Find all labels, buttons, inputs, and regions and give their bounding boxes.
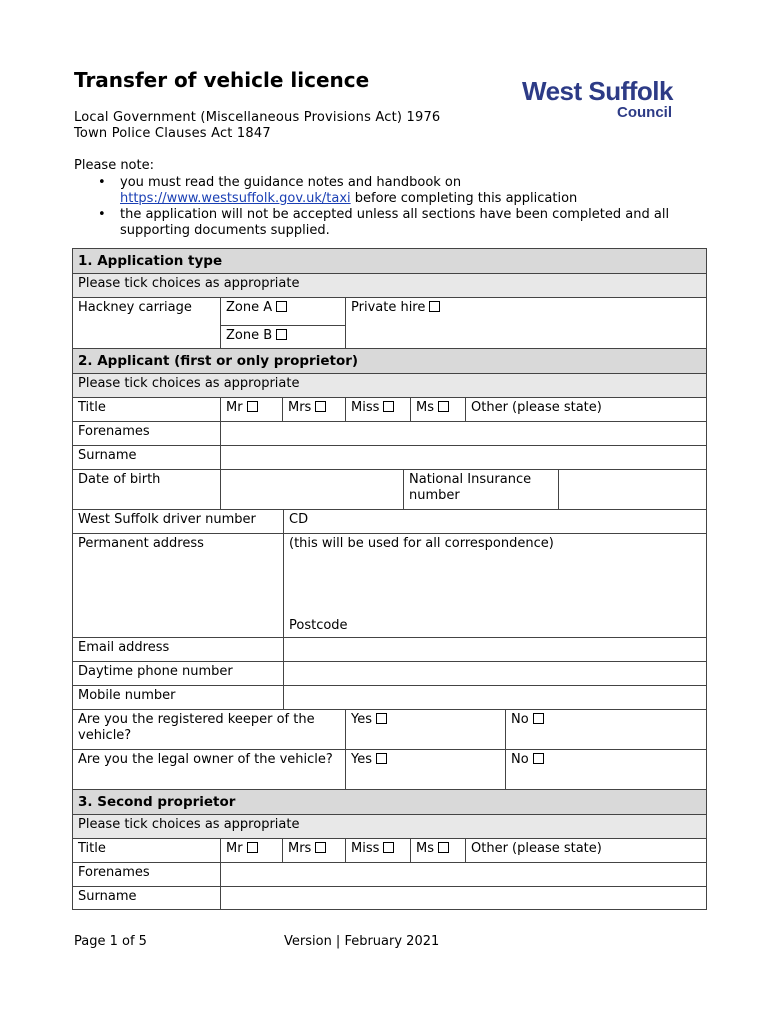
hackney-label: Hackney carriage bbox=[72, 297, 221, 349]
title-mrs-option[interactable] bbox=[282, 397, 346, 422]
note-text: you must read the guidance notes and handbook on bbox=[120, 175, 462, 190]
daytime-phone-label: Daytime phone number bbox=[72, 661, 284, 686]
owner-no-checkbox[interactable] bbox=[533, 753, 544, 764]
miss-label: Miss bbox=[351, 841, 380, 856]
keeper-yes-checkbox[interactable] bbox=[376, 713, 387, 724]
zone-a-option[interactable] bbox=[220, 297, 346, 326]
page-title: Transfer of vehicle licence bbox=[74, 68, 370, 92]
note-item bbox=[74, 175, 694, 207]
council-logo bbox=[522, 76, 682, 126]
keeper-no-option[interactable] bbox=[505, 709, 707, 750]
mrs-checkbox[interactable] bbox=[315, 401, 326, 412]
notes-list bbox=[74, 175, 694, 239]
ni-label: National Insurance number bbox=[403, 469, 559, 510]
yes-label: Yes bbox=[351, 752, 372, 767]
section-3-heading: 3. Second proprietor bbox=[72, 789, 707, 815]
zone-b-label: Zone B bbox=[226, 328, 273, 343]
yes-label: Yes bbox=[351, 712, 372, 727]
title-other-field[interactable]: Other (please state) bbox=[465, 397, 707, 422]
owner-no-option[interactable] bbox=[505, 749, 707, 790]
legislation-block bbox=[74, 110, 440, 142]
owner-question: Are you the legal owner of the vehicle? bbox=[72, 749, 346, 790]
private-hire-option[interactable] bbox=[345, 297, 707, 349]
title-label-2: Title bbox=[72, 838, 221, 863]
owner-yes-option[interactable] bbox=[345, 749, 506, 790]
note-text-post: before completing this application bbox=[350, 191, 578, 206]
mrs-label: Mrs bbox=[288, 841, 312, 856]
no-label: No bbox=[511, 752, 529, 767]
miss-checkbox[interactable] bbox=[383, 401, 394, 412]
ms-label: Ms bbox=[416, 841, 434, 856]
version-label: Version | February 2021 bbox=[284, 934, 440, 949]
forenames-field[interactable] bbox=[220, 421, 707, 446]
private-hire-checkbox[interactable] bbox=[429, 301, 440, 312]
title-other-field-2[interactable]: Other (please state) bbox=[465, 838, 707, 863]
dob-field[interactable] bbox=[220, 469, 404, 510]
surname-field-2[interactable] bbox=[220, 886, 707, 910]
page-number: Page 1 of 5 bbox=[74, 934, 147, 949]
section-1-instruction: Please tick choices as appropriate bbox=[72, 273, 707, 298]
zone-a-label: Zone A bbox=[226, 300, 273, 315]
surname-label: Surname bbox=[72, 445, 221, 470]
mrs-label: Mrs bbox=[288, 400, 312, 415]
logo-sub-text: Council bbox=[617, 104, 672, 121]
title-miss-option-2[interactable] bbox=[345, 838, 411, 863]
title-ms-option-2[interactable] bbox=[410, 838, 466, 863]
email-field[interactable] bbox=[283, 637, 707, 662]
private-hire-label: Private hire bbox=[351, 300, 426, 315]
section-1-heading: 1. Application type bbox=[72, 248, 707, 274]
zone-a-checkbox[interactable] bbox=[276, 301, 287, 312]
section-3-instruction: Please tick choices as appropriate bbox=[72, 814, 707, 839]
driver-number-label: West Suffolk driver number bbox=[72, 509, 284, 534]
logo-main-text: West Suffolk bbox=[522, 76, 673, 106]
email-label: Email address bbox=[72, 637, 284, 662]
ms-checkbox[interactable] bbox=[438, 401, 449, 412]
mr-label: Mr bbox=[226, 400, 243, 415]
mr-label: Mr bbox=[226, 841, 243, 856]
title-mrs-option-2[interactable] bbox=[282, 838, 346, 863]
keeper-question: Are you the registered keeper of the vehicle? bbox=[72, 709, 346, 750]
notes-heading: Please note: bbox=[74, 158, 154, 173]
zone-b-option[interactable] bbox=[220, 325, 346, 349]
keeper-no-checkbox[interactable] bbox=[533, 713, 544, 724]
title-miss-option[interactable] bbox=[345, 397, 411, 422]
bullet-icon: • bbox=[98, 175, 106, 190]
daytime-phone-field[interactable] bbox=[283, 661, 707, 686]
title-mr-option-2[interactable] bbox=[220, 838, 283, 863]
surname-label-2: Surname bbox=[72, 886, 221, 910]
title-mr-option[interactable] bbox=[220, 397, 283, 422]
ni-field[interactable] bbox=[558, 469, 707, 510]
ms-label: Ms bbox=[416, 400, 434, 415]
miss-label: Miss bbox=[351, 400, 380, 415]
mr-checkbox-2[interactable] bbox=[247, 842, 258, 853]
section-2-heading: 2. Applicant (first or only proprietor) bbox=[72, 348, 707, 374]
driver-number-field[interactable]: CD bbox=[283, 509, 707, 534]
note-item bbox=[74, 207, 694, 239]
guidance-link[interactable]: https://www.westsuffolk.gov.uk/taxi bbox=[120, 191, 351, 206]
keeper-yes-option[interactable] bbox=[345, 709, 506, 750]
zone-b-checkbox[interactable] bbox=[276, 329, 287, 340]
mobile-label: Mobile number bbox=[72, 685, 284, 710]
surname-field[interactable] bbox=[220, 445, 707, 470]
address-label: Permanent address bbox=[72, 533, 284, 638]
forenames-field-2[interactable] bbox=[220, 862, 707, 887]
postcode-label: Postcode bbox=[289, 618, 348, 633]
mr-checkbox[interactable] bbox=[247, 401, 258, 412]
address-field[interactable] bbox=[283, 533, 707, 638]
address-note: (this will be used for all correspondence) bbox=[289, 536, 554, 551]
application-form bbox=[72, 248, 707, 910]
mrs-checkbox-2[interactable] bbox=[315, 842, 326, 853]
section-2-instruction: Please tick choices as appropriate bbox=[72, 373, 707, 398]
act-line-2: Town Police Clauses Act 1847 bbox=[74, 126, 271, 141]
ms-checkbox-2[interactable] bbox=[438, 842, 449, 853]
dob-label: Date of birth bbox=[72, 469, 221, 510]
title-label: Title bbox=[72, 397, 221, 422]
no-label: No bbox=[511, 712, 529, 727]
owner-yes-checkbox[interactable] bbox=[376, 753, 387, 764]
title-ms-option[interactable] bbox=[410, 397, 466, 422]
note-text: the application will not be accepted unless all sections have been completed and all supporting documents supplied. bbox=[120, 207, 670, 238]
forenames-label: Forenames bbox=[72, 421, 221, 446]
forenames-label-2: Forenames bbox=[72, 862, 221, 887]
bullet-icon: • bbox=[98, 207, 106, 222]
act-line-1: Local Government (Miscellaneous Provisions Act) 1976 bbox=[74, 110, 441, 125]
miss-checkbox-2[interactable] bbox=[383, 842, 394, 853]
mobile-field[interactable] bbox=[283, 685, 707, 710]
